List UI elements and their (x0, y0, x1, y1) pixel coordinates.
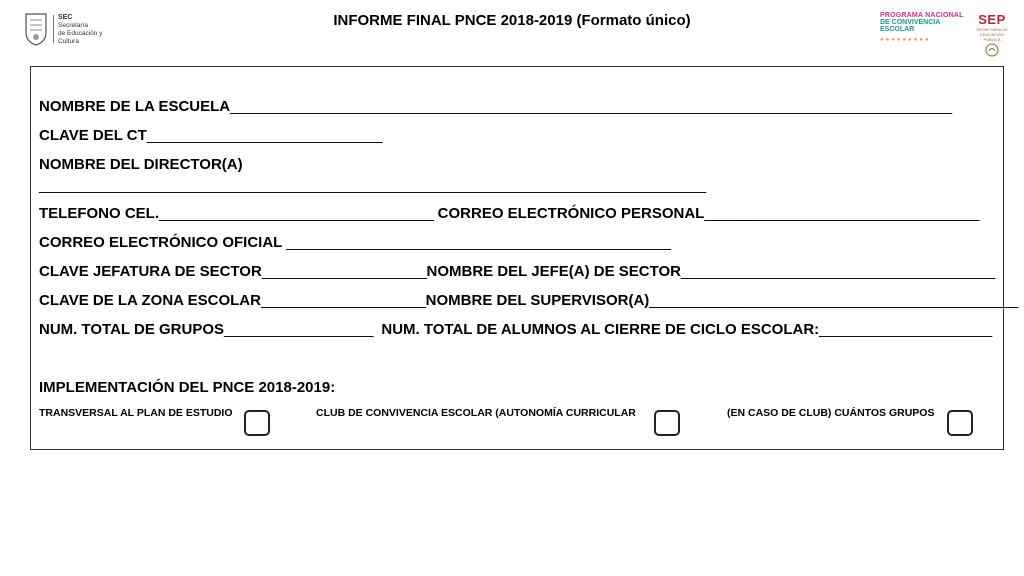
option-groups-label: (EN CASO DE CLUB) CUÁNTOS GRUPOS (727, 407, 935, 419)
students-field[interactable]: ______________________ (819, 321, 992, 338)
sep-logo (972, 12, 1012, 56)
sec-line2: de Educación y Cultura (58, 30, 103, 45)
sep-sub1: SECRETARÍA DE (976, 27, 1008, 32)
sector-chief-field[interactable]: ________________________________________ (681, 263, 995, 280)
director-label: NOMBRE DEL DIRECTOR(A) (39, 156, 243, 173)
zone-key-label: CLAVE DE LA ZONA ESCOLAR (39, 292, 261, 309)
school-name-row (39, 98, 952, 116)
ct-key-row (39, 127, 382, 145)
eagle-emblem-icon (985, 43, 999, 57)
personal-email-label: CORREO ELECTRÓNICO PERSONAL (437, 205, 705, 222)
sector-key-field[interactable]: _____________________ (261, 263, 427, 280)
sector-row (39, 263, 995, 281)
implementation-heading: IMPLEMENTACIÓN DEL PNCE 2018-2019: (39, 379, 336, 396)
pnce-logo-line1: PROGRAMA NACIONAL (880, 12, 964, 19)
transversal-checkbox[interactable] (244, 410, 270, 436)
sec-line1: Secretaría (58, 22, 88, 29)
personal-email-field[interactable]: ___________________________________ (704, 205, 979, 222)
zone-key-field[interactable]: _____________________ (260, 292, 426, 309)
ct-key-field[interactable]: ______________________________ (146, 127, 383, 144)
groups-count-box[interactable] (947, 410, 973, 436)
phone-label: TELEFONO CEL. (39, 205, 159, 222)
sec-acronym: SEC (58, 14, 73, 21)
official-email-label: CORREO ELECTRÓNICO OFICIAL (39, 234, 287, 251)
sector-chief-label: NOMBRE DEL JEFE(A) DE SECTOR (426, 263, 681, 280)
zone-row (39, 292, 1018, 310)
ct-key-label: CLAVE DEL CT (39, 127, 147, 144)
option-transversal-label: TRANSVERSAL AL PLAN DE ESTUDIO (39, 407, 233, 419)
supervisor-label: NOMBRE DEL SUPERVISOR(A) (425, 292, 650, 309)
totals-row (39, 321, 992, 339)
official-email-field[interactable]: _________________________________________________ (286, 234, 671, 251)
director-field[interactable]: _____________________________________________________________________________________ (39, 177, 706, 194)
official-email-row (39, 234, 671, 252)
sector-key-label: CLAVE JEFATURA DE SECTOR (39, 263, 262, 280)
page-title: INFORME FINAL PNCE 2018-2019 (Formato único) (333, 12, 691, 29)
option-club-label: CLUB DE CONVIVENCIA ESCOLAR (AUTONOMÍA CURRICULAR (316, 407, 636, 419)
sep-word: SEP (978, 12, 1006, 27)
contact-row (39, 205, 979, 223)
school-name-field[interactable]: ____________________________________________________________________________________________ (230, 98, 952, 115)
groups-field[interactable]: ___________________ (224, 321, 374, 338)
sep-sub2: EDUCACIÓN PÚBLICA (979, 32, 1004, 42)
pnce-logo-line2: DE CONVIVENCIA ESCOLAR (880, 19, 941, 33)
school-name-label: NOMBRE DE LA ESCUELA (39, 98, 231, 115)
pnce-logo (880, 12, 964, 42)
students-label: NUM. TOTAL DE ALUMNOS AL CIERRE DE CICLO ESCOLAR: (381, 321, 820, 338)
groups-label: NUM. TOTAL DE GRUPOS (39, 321, 225, 338)
pnce-figures-icon: ●●●●●●●●● (880, 37, 931, 43)
director-row (39, 177, 706, 195)
supervisor-field[interactable]: _______________________________________________ (649, 292, 1018, 309)
club-checkbox[interactable] (654, 410, 680, 436)
report-form (30, 66, 1018, 450)
phone-field[interactable]: ___________________________________ (159, 205, 434, 222)
